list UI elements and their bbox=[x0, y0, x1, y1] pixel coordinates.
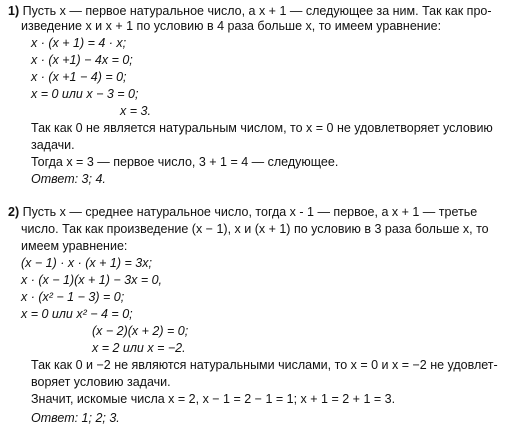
part2-eq-5: (x − 2)(x + 2) = 0; bbox=[92, 324, 189, 338]
part1-line-9: Тогда x = 3 — первое число, 3 + 1 = 4 — следующее. bbox=[31, 155, 339, 169]
part1-line-7: Так как 0 не является натуральным числом, то x = 0 не удовлетворяет условию bbox=[31, 121, 493, 135]
part2-line-9: Так как 0 и −2 не являются натуральными числами, то x = 0 и x = −2 не удовлет- bbox=[31, 358, 498, 372]
part1-number: 1) bbox=[8, 4, 20, 18]
part2-number: 2) bbox=[8, 205, 20, 219]
part1-eq-2: x · (x +1) − 4x = 0; bbox=[31, 53, 133, 67]
part1-eq-1: x · (x + 1) = 4 · x; bbox=[31, 36, 127, 50]
part1-text-0: Пусть x — первое натуральное число, а x + 1 — следующее за ним. Так как про- bbox=[19, 4, 492, 18]
page-top-fragment bbox=[258, 0, 277, 1]
part2-eq-3: x · (x² − 1 − 3) = 0; bbox=[21, 290, 125, 304]
part2-answer: Ответ: 1; 2; 3. bbox=[31, 411, 120, 425]
part1-eq-3: x · (x +1 − 4) = 0; bbox=[31, 70, 127, 84]
part1-answer: Ответ: 3; 4. bbox=[31, 172, 106, 186]
part1-eq-4: x = 0 или x − 3 = 0; bbox=[31, 87, 139, 101]
part2-eq-2: x · (x − 1)(x + 1) − 3x = 0, bbox=[21, 273, 163, 287]
part2-eq-1: (x − 1) · x · (x + 1) = 3x; bbox=[21, 256, 152, 270]
part2-line-1: число. Так как произведение (x − 1), x и (x + 1) по условию в 3 раза больше x, то bbox=[21, 222, 489, 236]
part2-line-11: Значит, искомые числа x = 2, x − 1 = 2 − 1 = 1; x + 1 = 2 + 1 = 3. bbox=[31, 392, 396, 406]
part2-line-0 bbox=[8, 205, 477, 220]
part1-line-1: изведение x и x + 1 по условию в 4 раза больше x, то имеем уравнение: bbox=[21, 19, 442, 33]
part1-eq-5: x = 3. bbox=[120, 104, 151, 118]
part2-eq-6: x = 2 или x = −2. bbox=[92, 341, 186, 355]
part2-eq-4: x = 0 или x² − 4 = 0; bbox=[21, 307, 133, 321]
part2-text-0: Пусть x — среднее натуральное число, тогда x - 1 — первое, а x + 1 — третье bbox=[19, 205, 478, 219]
part1-line-8: задачи. bbox=[31, 138, 75, 152]
part2-line-2: имеем уравнение: bbox=[21, 239, 128, 253]
part1-line-0 bbox=[8, 4, 492, 19]
part2-line-10: воряет условию задачи. bbox=[31, 375, 171, 389]
